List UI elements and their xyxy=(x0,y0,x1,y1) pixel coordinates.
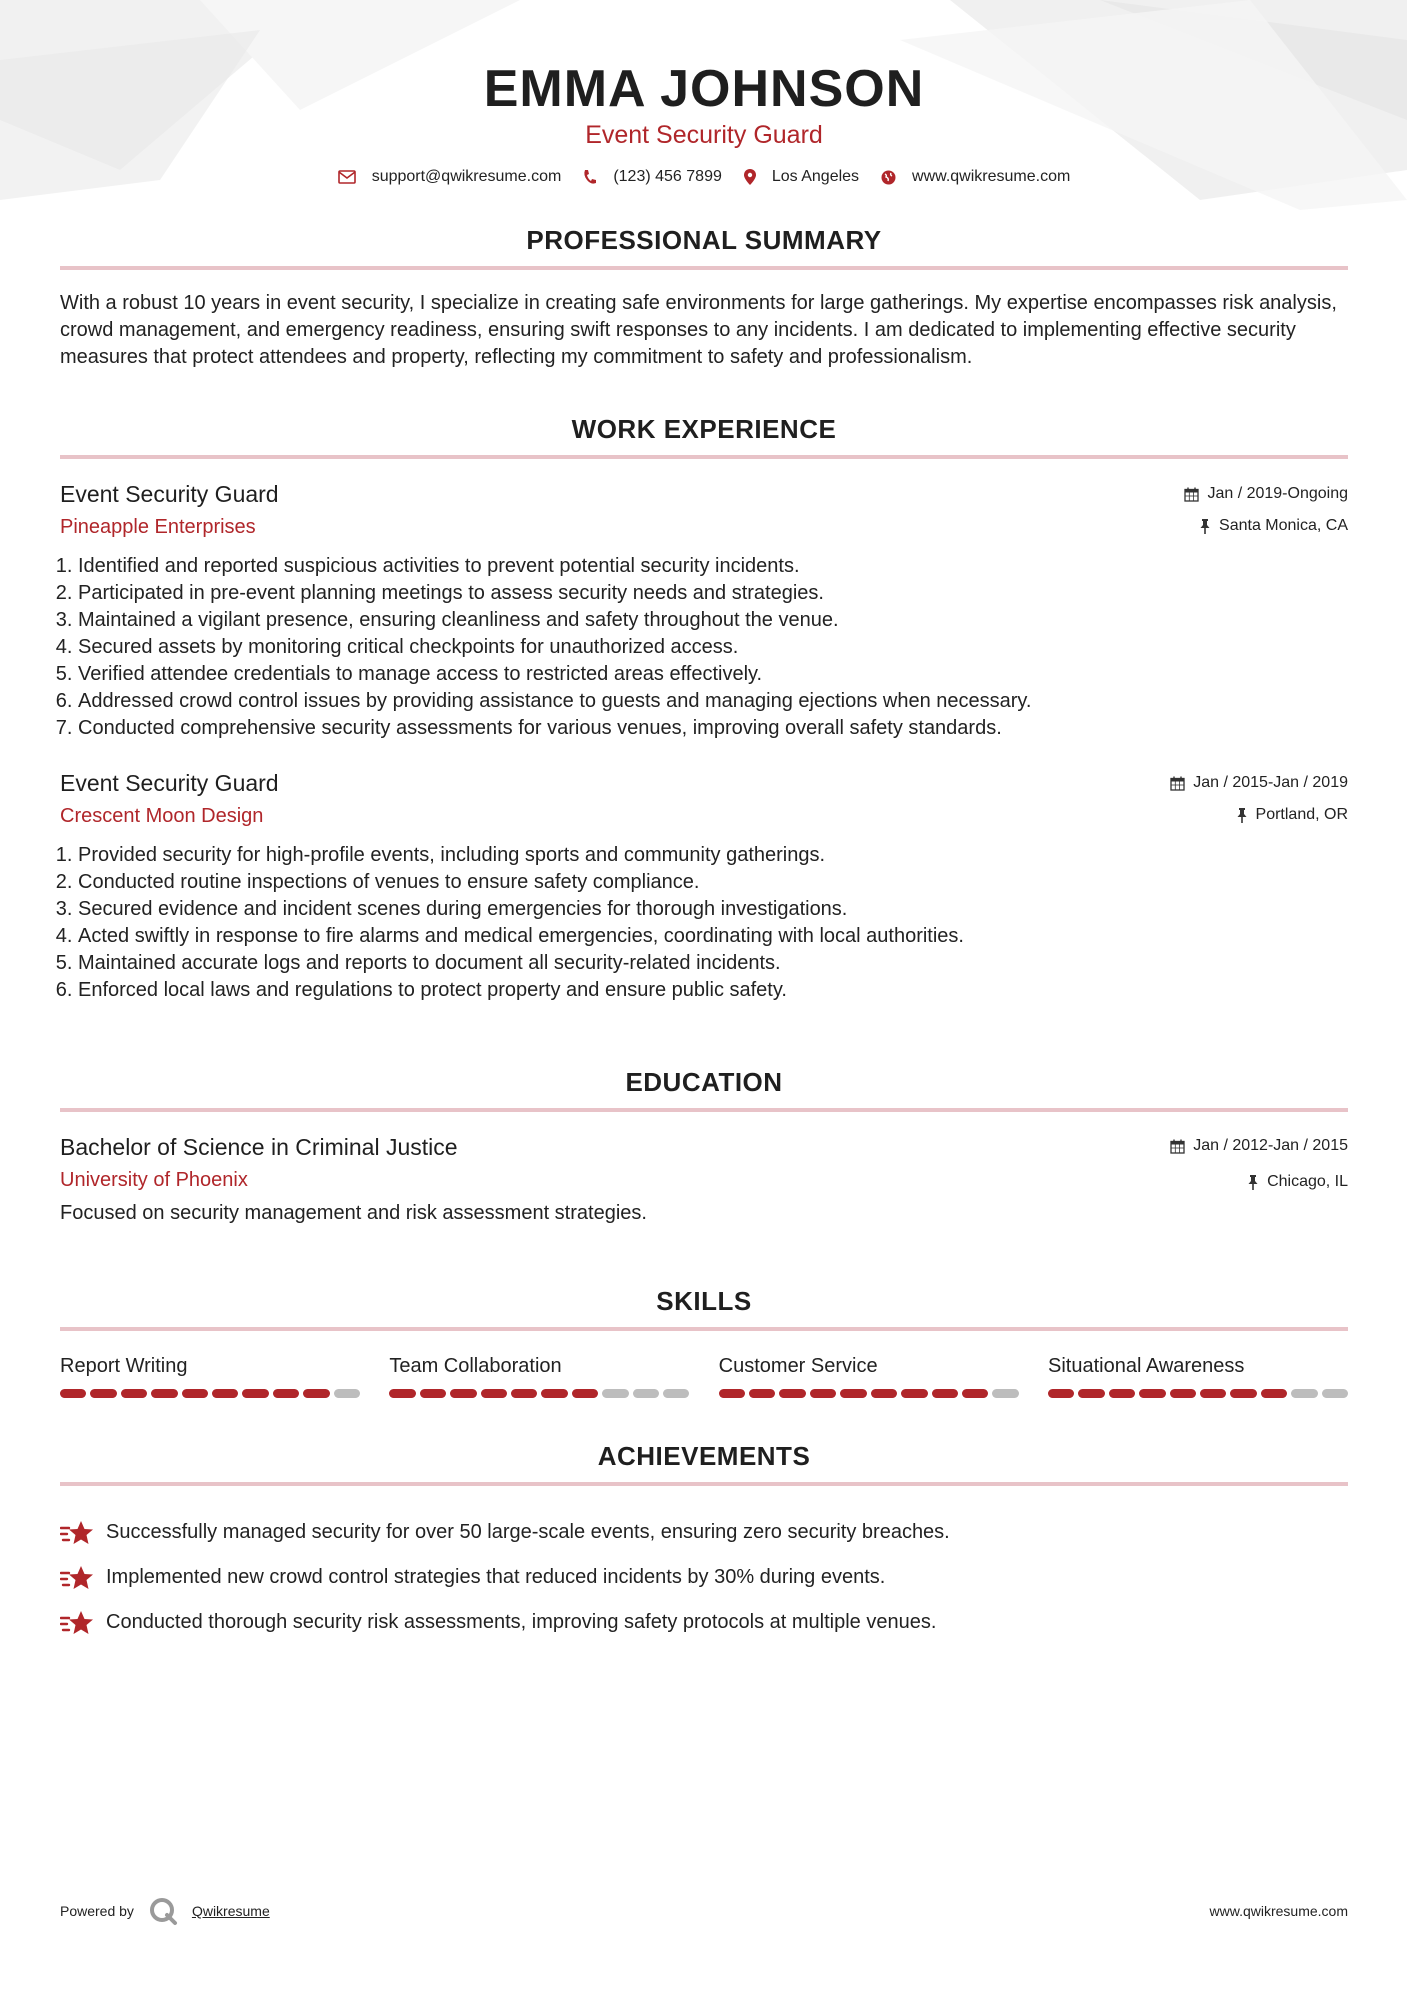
job-company: Crescent Moon Design xyxy=(60,805,264,827)
job-dates-text: Jan / 2015-Jan / 2019 xyxy=(1193,774,1348,791)
candidate-name: EMMA JOHNSON xyxy=(483,60,925,118)
globe-icon xyxy=(881,170,896,185)
skill-dot-filled xyxy=(779,1389,805,1398)
contact-location xyxy=(744,168,859,186)
skill-dot-empty xyxy=(602,1389,628,1398)
skills-section xyxy=(60,1285,1348,1398)
job-title: Event Security Guard xyxy=(60,481,279,507)
skill-dot-empty xyxy=(334,1389,360,1398)
map-pin-icon xyxy=(744,169,756,185)
education-location-text: Chicago, IL xyxy=(1267,1173,1348,1190)
list-item: 2. Participated in pre-event planning meetings to assess security needs and strategies. xyxy=(78,580,1348,607)
skill-dot-filled xyxy=(810,1389,836,1398)
experience-title: WORK EXPERIENCE xyxy=(571,414,837,444)
section-divider xyxy=(60,1327,1348,1331)
skill-dot-filled xyxy=(420,1389,446,1398)
skill-dot-filled xyxy=(1139,1389,1165,1398)
section-divider xyxy=(60,1108,1348,1112)
achievement-text: Conducted thorough security risk assessments, improving safety protocols at multiple venues. xyxy=(106,1611,937,1633)
contact-email-text: support@qwikresume.com xyxy=(371,168,562,185)
list-item: 2. Conducted routine inspections of venues to ensure safety compliance. xyxy=(78,869,1348,896)
job-location xyxy=(1236,806,1348,824)
education-entry xyxy=(60,1132,1348,1225)
skill-dot-filled xyxy=(242,1389,268,1398)
job-dates-text: Jan / 2019-Ongoing xyxy=(1207,485,1348,502)
skill-rating xyxy=(1048,1389,1348,1398)
skill-dot-filled xyxy=(511,1389,537,1398)
resume-page xyxy=(60,0,1348,1645)
skill-dot-filled xyxy=(871,1389,897,1398)
list-item: 5. Maintained accurate logs and reports to document all security-related incidents. xyxy=(78,950,1348,977)
skill-dot-empty xyxy=(663,1389,689,1398)
skill-dot-filled xyxy=(1170,1389,1196,1398)
calendar-icon xyxy=(1184,487,1199,502)
powered-by xyxy=(60,1896,270,1926)
star-icon xyxy=(60,1564,94,1592)
summary-title: PROFESSIONAL SUMMARY xyxy=(526,225,882,255)
page-footer xyxy=(60,1896,1348,1926)
qwikresume-link[interactable]: Qwikresume xyxy=(191,1903,270,1919)
pin-icon xyxy=(1199,519,1211,534)
school-name: University of Phoenix xyxy=(60,1169,248,1191)
powered-by-label: Powered by xyxy=(60,1903,134,1919)
skills-grid xyxy=(60,1353,1348,1398)
skill-dot-filled xyxy=(1230,1389,1256,1398)
achievement-item xyxy=(60,1510,1348,1555)
candidate-role: Event Security Guard xyxy=(585,121,823,149)
skill-name: Customer Service xyxy=(718,1355,878,1377)
degree-title: Bachelor of Science in Criminal Justice xyxy=(60,1134,458,1160)
envelope-icon xyxy=(338,170,356,184)
skill-item xyxy=(389,1353,689,1398)
calendar-icon xyxy=(1170,776,1185,791)
skill-dot-filled xyxy=(90,1389,116,1398)
skill-dot-filled xyxy=(1078,1389,1104,1398)
achievement-item xyxy=(60,1600,1348,1645)
list-item: 7. Conducted comprehensive security assessments for various venues, improving overall safety standards. xyxy=(78,715,1348,742)
education-location xyxy=(1247,1173,1348,1191)
skill-name: Report Writing xyxy=(60,1355,188,1377)
skill-dot-filled xyxy=(303,1389,329,1398)
contact-phone-text: (123) 456 7899 xyxy=(613,168,722,185)
achievement-item xyxy=(60,1555,1348,1600)
section-divider xyxy=(60,455,1348,459)
contact-location-text: Los Angeles xyxy=(771,168,860,185)
job-dates xyxy=(1184,485,1348,503)
skill-dot-empty xyxy=(992,1389,1018,1398)
skill-dot-filled xyxy=(572,1389,598,1398)
skill-dot-empty xyxy=(633,1389,659,1398)
list-item: 4. Acted swiftly in response to fire alarms and medical emergencies, coordinating with local authorities. xyxy=(78,923,1348,950)
list-item: 3. Secured evidence and incident scenes during emergencies for thorough investigations. xyxy=(78,896,1348,923)
education-description: Focused on security management and risk assessment strategies. xyxy=(60,1202,647,1224)
achievements-title: ACHIEVEMENTS xyxy=(597,1441,811,1471)
skill-dot-filled xyxy=(182,1389,208,1398)
summary-section xyxy=(60,224,1348,371)
list-item: 1. Provided security for high-profile events, including sports and community gatherings. xyxy=(78,842,1348,869)
skill-dot-filled xyxy=(481,1389,507,1398)
list-item: 1. Identified and reported suspicious activities to prevent potential security incidents. xyxy=(78,553,1348,580)
job-bullets xyxy=(60,842,1348,1004)
job-entry xyxy=(60,768,1348,1004)
pin-icon xyxy=(1236,808,1248,823)
education-title: EDUCATION xyxy=(625,1067,783,1097)
job-dates xyxy=(1170,774,1348,792)
skill-dot-filled xyxy=(719,1389,745,1398)
education-dates-text: Jan / 2012-Jan / 2015 xyxy=(1193,1137,1348,1154)
resume-header xyxy=(60,0,1348,186)
skill-dot-filled xyxy=(1048,1389,1074,1398)
job-entry xyxy=(60,479,1348,742)
job-company: Pineapple Enterprises xyxy=(60,516,256,538)
skill-dot-filled xyxy=(962,1389,988,1398)
footer-url[interactable]: www.qwikresume.com xyxy=(1209,1903,1348,1919)
phone-icon xyxy=(583,169,597,185)
skill-dot-filled xyxy=(389,1389,415,1398)
skill-name: Team Collaboration xyxy=(389,1355,562,1377)
skill-name: Situational Awareness xyxy=(1047,1355,1245,1377)
summary-text: With a robust 10 years in event security, I specialize in creating safe environments for large gatherings. My expertise encompasses risk analysis, crowd management, and emergency readiness, ensuring swift responses to any incidents. I am dedicated to implementing effective security measures that protect attendees and property, reflecting my commitment to safety and professionalism. xyxy=(60,292,1337,368)
skills-title: SKILLS xyxy=(656,1286,752,1316)
contact-bar xyxy=(60,168,1348,186)
contact-email[interactable] xyxy=(338,168,562,186)
skill-dot-filled xyxy=(212,1389,238,1398)
skill-dot-empty xyxy=(1291,1389,1317,1398)
list-item: 6. Addressed crowd control issues by providing assistance to guests and managing ejections when necessary. xyxy=(78,688,1348,715)
skill-dot-filled xyxy=(450,1389,476,1398)
achievement-text: Implemented new crowd control strategies that reduced incidents by 30% during events. xyxy=(106,1566,886,1588)
skill-item xyxy=(1048,1353,1348,1398)
skill-dot-filled xyxy=(932,1389,958,1398)
section-divider xyxy=(60,1482,1348,1486)
list-item: 3. Maintained a vigilant presence, ensuring cleanliness and safety throughout the venue. xyxy=(78,607,1348,634)
education-section xyxy=(60,1066,1348,1225)
calendar-icon xyxy=(1170,1139,1185,1154)
job-location-text: Portland, OR xyxy=(1255,806,1348,823)
skill-dot-filled xyxy=(1109,1389,1135,1398)
list-item: 4. Secured assets by monitoring critical checkpoints for unauthorized access. xyxy=(78,634,1348,661)
star-icon xyxy=(60,1519,94,1547)
achievements-list xyxy=(60,1510,1348,1645)
list-item: 5. Verified attendee credentials to manage access to restricted areas effectively. xyxy=(78,661,1348,688)
contact-website-text: www.qwikresume.com xyxy=(912,168,1071,185)
skill-dot-filled xyxy=(541,1389,567,1398)
skill-dot-filled xyxy=(1261,1389,1287,1398)
skill-dot-filled xyxy=(749,1389,775,1398)
skill-dot-filled xyxy=(1200,1389,1226,1398)
experience-section xyxy=(60,413,1348,1004)
pin-icon xyxy=(1247,1175,1259,1190)
skill-dot-filled xyxy=(840,1389,866,1398)
job-location-text: Santa Monica, CA xyxy=(1219,517,1348,534)
skill-rating xyxy=(719,1389,1019,1398)
skill-dot-empty xyxy=(1322,1389,1348,1398)
contact-phone[interactable] xyxy=(583,168,722,186)
contact-website[interactable] xyxy=(881,168,1070,186)
job-bullets xyxy=(60,553,1348,742)
skill-item xyxy=(719,1353,1019,1398)
skill-dot-filled xyxy=(273,1389,299,1398)
skill-rating xyxy=(389,1389,689,1398)
star-icon xyxy=(60,1609,94,1637)
list-item: 6. Enforced local laws and regulations to protect property and ensure public safety. xyxy=(78,977,1348,1004)
skill-item xyxy=(60,1353,360,1398)
education-dates xyxy=(1170,1137,1348,1155)
achievement-text: Successfully managed security for over 50 large-scale events, ensuring zero security breaches. xyxy=(106,1521,950,1543)
skill-dot-filled xyxy=(121,1389,147,1398)
skill-dot-filled xyxy=(901,1389,927,1398)
section-divider xyxy=(60,266,1348,270)
qwikresume-logo-icon xyxy=(148,1896,178,1926)
skill-dot-filled xyxy=(151,1389,177,1398)
job-location xyxy=(1199,517,1348,535)
skill-rating xyxy=(60,1389,360,1398)
job-title: Event Security Guard xyxy=(60,770,279,796)
skill-dot-filled xyxy=(60,1389,86,1398)
achievements-section xyxy=(60,1440,1348,1645)
